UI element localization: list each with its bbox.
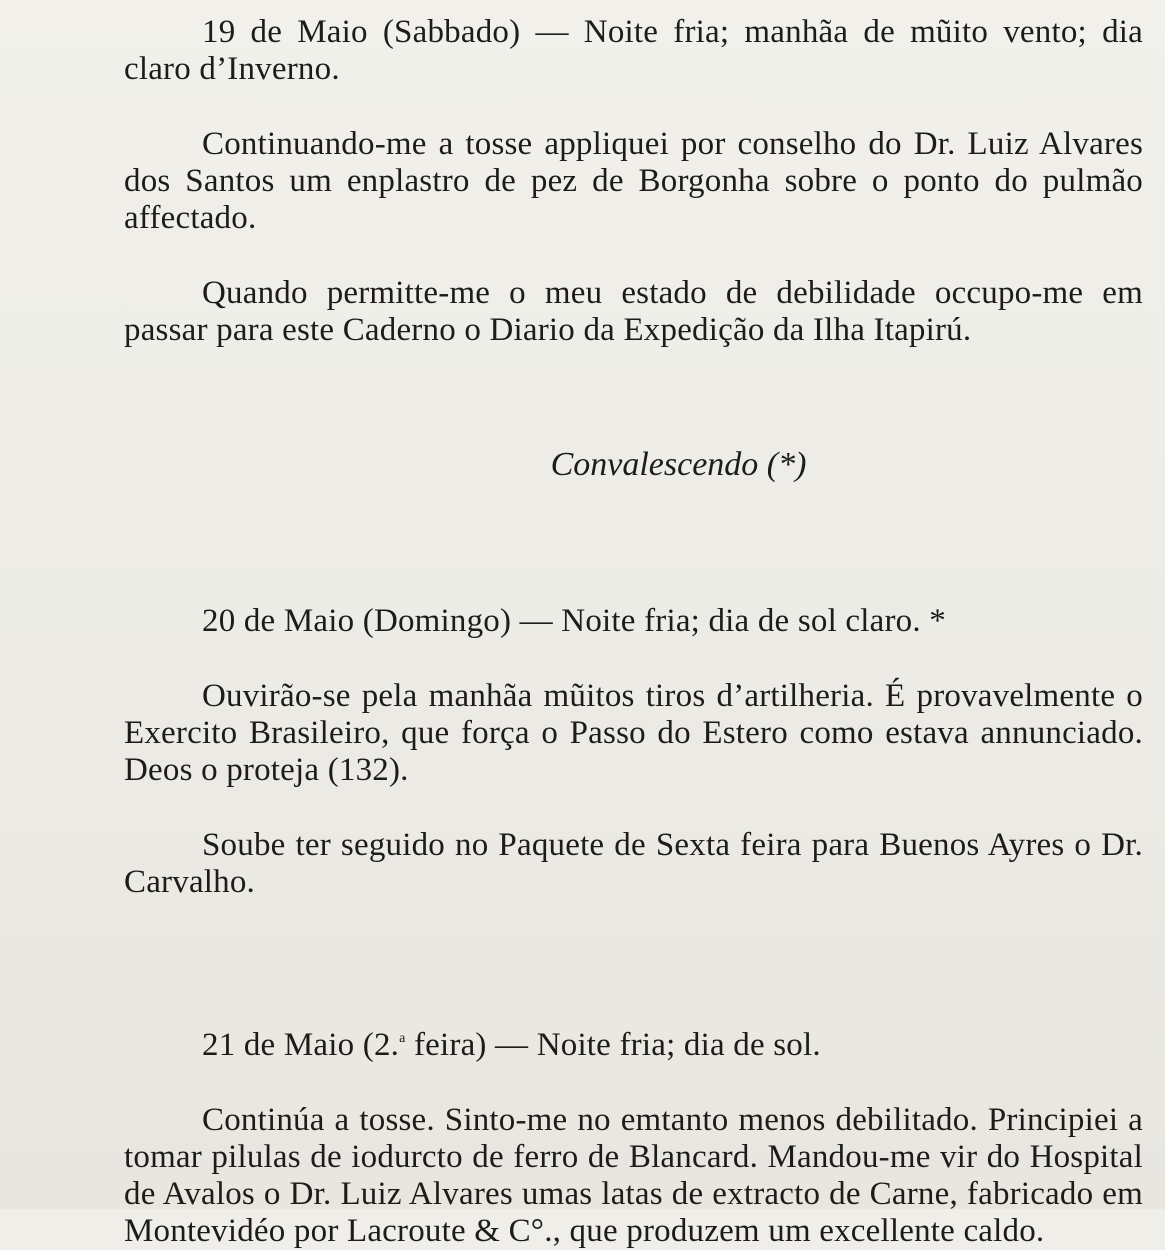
entry-paragraph-may-20-2: Soube ter seguido no Paquete de Sexta feira para Buenos Ayres o Dr. Carvalho. [124,827,1143,900]
entry-paragraph-may-21-1: Continúa a tosse. Sinto-me no emtanto menos debilitado. Principiei a tomar pilulas de iodurcto de ferro de Blancard. Mandou-me vir do Hospital de Avalos o Dr. Luiz Alvares umas latas de extracto de Carne, fabricado em Montevidéo por Lacroute & C°., que produzem um excellente caldo. [124,1102,1143,1249]
entry-date-may-21 [124,1013,1143,1064]
entry-date-may-20: 20 de Maio (Domingo) — Noite fria; dia de sol claro. * [202,603,946,639]
paragraph-gap [124,939,1143,1013]
entry-date-may-21-prefix: 21 de Maio (2. [202,1027,400,1063]
entry-paragraph-may-19-1: Continuando-me a tosse appliquei por conselho do Dr. Luiz Alvares dos Santos um enplastro de pez de Borgonha sobre o ponto do pulmão affectado. [124,126,1143,236]
entry-date-may-19: 19 de Maio (Sabbado) — Noite fria; manhãa de mũito vento; dia claro d’Inverno. [124,14,1143,87]
entry-date-may-21-suffix: feira) — Noite fria; dia de sol. [405,1027,821,1063]
section-heading: Convalescendo (*) [550,446,807,483]
entry-paragraph-may-20-1: Ouvirão-se pela manhãa mũitos tiros d’artilheria. É provavelmente o Exercito Brasileiro, que força o Passo do Estero como estava annunciado. Deos o proteja (132). [124,678,1143,788]
entry-paragraph-may-19-2: Quando permitte-me o meu estado de debilidade occupo-me em passar para este Caderno o Diario da Expedição da Ilha Itapirú. [124,275,1143,348]
entry-date-may-21-superscript: a [399,1031,406,1046]
